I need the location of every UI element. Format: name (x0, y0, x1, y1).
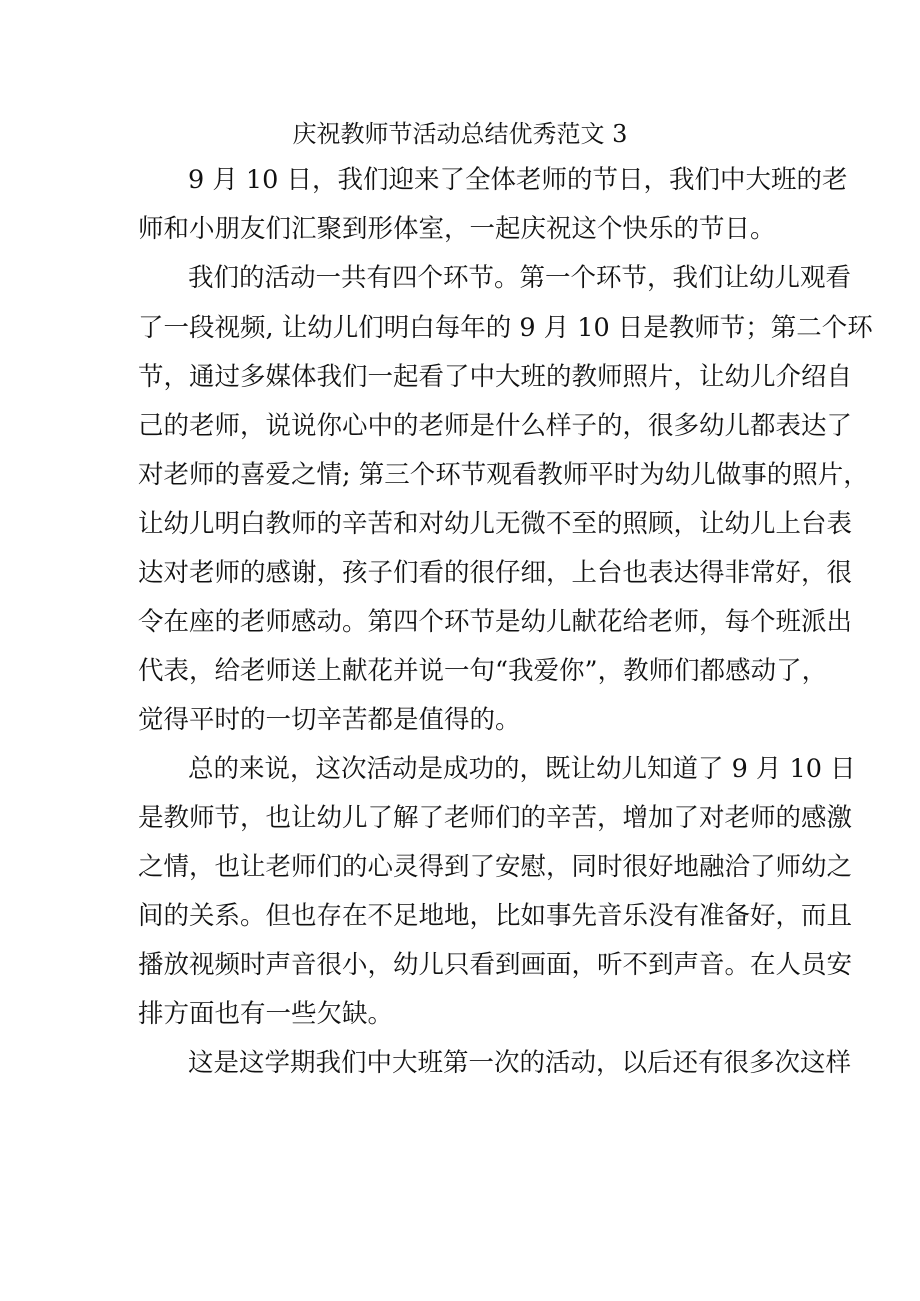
paragraph-2-line-9: 代表，给老师送上献花并说一句“我爱你”，教师们都感动了， (138, 656, 828, 686)
paragraph-4-line-1: 这是这学期我们中大班第一次的活动，以后还有很多次这样 (188, 1048, 852, 1078)
paragraph-3-line-3: 之情，也让老师们的心灵得到了安慰，同时很好地融洽了师幼之 (138, 852, 853, 882)
paragraph-2-line-10: 觉得平时的一切辛苦都是值得的。 (138, 705, 521, 735)
paragraph-2-line-4: 己的老师，说说你心中的老师是什么样子的，很多幼儿都表达了 (138, 411, 853, 441)
paragraph-2-line-7: 达对老师的感谢，孩子们看的很仔细，上台也表达得非常好，很 (138, 558, 853, 588)
paragraph-2-line-3: 节，通过多媒体我们一起看了中大班的教师照片，让幼儿介绍自 (138, 362, 853, 392)
paragraph-2-line-8: 令在座的老师感动。第四个环节是幼儿献花给老师，每个班派出 (138, 607, 853, 637)
paragraph-2-line-2: 了一段视频, 让幼儿们明白每年的 9 月 10 日是教师节；第二个环 (138, 313, 873, 343)
paragraph-3-line-6: 排方面也有一些欠缺。 (138, 999, 394, 1029)
paragraph-3-line-1: 总的来说，这次活动是成功的，既让幼儿知道了 9 月 10 日 (188, 754, 856, 784)
page-title: 庆祝教师节活动总结优秀范文 3 (292, 120, 628, 148)
paragraph-2-line-1: 我们的活动一共有四个环节。第一个环节，我们让幼儿观看 (188, 263, 852, 293)
paragraph-1-line-2: 师和小朋友们汇聚到形体室，一起庆祝这个快乐的节日。 (138, 214, 776, 244)
paragraph-3-line-2: 是教师节，也让幼儿了解了老师们的辛苦，增加了对老师的感激 (138, 803, 853, 833)
paragraph-2-line-5: 对老师的喜爱之情; 第三个环节观看教师平时为幼儿做事的照片， (138, 460, 869, 490)
paragraph-1-line-1: 9 月 10 日，我们迎来了全体老师的节日，我们中大班的老 (188, 165, 848, 195)
paragraph-3-line-5: 播放视频时声音很小，幼儿只看到画面，听不到声音。在人员安 (138, 950, 853, 980)
paragraph-3-line-4: 间的关系。但也存在不足地地，比如事先音乐没有准备好，而且 (138, 901, 853, 931)
paragraph-2-line-6: 让幼儿明白教师的辛苦和对幼儿无微不至的照顾，让幼儿上台表 (138, 509, 853, 539)
